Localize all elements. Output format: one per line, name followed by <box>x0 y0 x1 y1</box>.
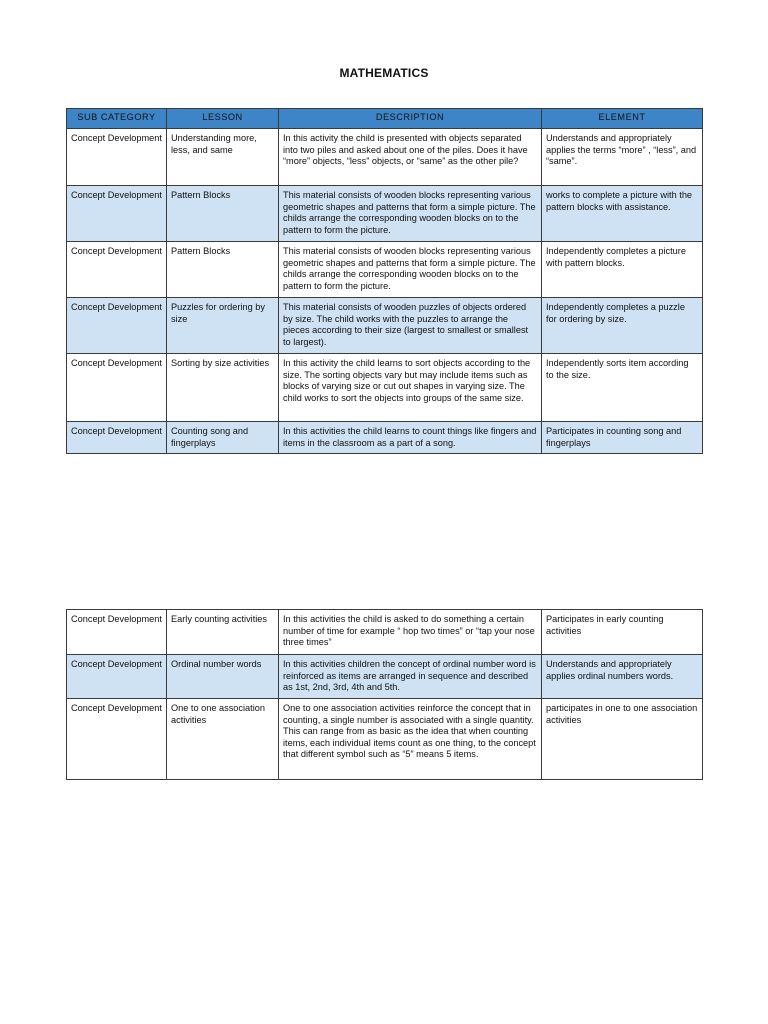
lesson-cell: Pattern Blocks <box>167 242 279 298</box>
description-cell: This material consists of wooden blocks representing various geometric shapes and patterns that form a simple picture. The childs arrange the corresponding wooden blocks on to the pattern to form the picture. <box>279 186 542 242</box>
table-row <box>67 129 703 186</box>
element-cell: Independently sorts item according to the size. <box>542 354 703 422</box>
lesson-cell: One to one association activities <box>167 699 279 780</box>
table-row <box>67 186 703 242</box>
sub-category-cell: Concept Development <box>67 422 167 454</box>
sub-category-cell: Concept Development <box>67 129 167 186</box>
lesson-cell: Puzzles for ordering by size <box>167 298 279 354</box>
lesson-cell: Pattern Blocks <box>167 186 279 242</box>
element-cell: Participates in counting song and fingerplays <box>542 422 703 454</box>
table-row <box>67 354 703 422</box>
lesson-cell: Sorting by size activities <box>167 354 279 422</box>
sub-category-cell: Concept Development <box>67 655 167 699</box>
description-cell: In this activities the child learns to count things like fingers and items in the classroom as a part of a song. <box>279 422 542 454</box>
header-lesson: LESSON <box>167 109 279 129</box>
element-cell: Understands and appropriately applies the terms “more” , “less”, and “same”. <box>542 129 703 186</box>
element-cell: Independently completes a picture with pattern blocks. <box>542 242 703 298</box>
element-cell: Understands and appropriately applies ordinal numbers words. <box>542 655 703 699</box>
element-cell: Participates in early counting activities <box>542 610 703 655</box>
sub-category-cell: Concept Development <box>67 699 167 780</box>
description-cell: In this activities children the concept of ordinal number word is reinforced as items are arranged in sequence and described as 1st, 2nd, 3rd, 4th and 5th. <box>279 655 542 699</box>
sub-category-cell: Concept Development <box>67 298 167 354</box>
table-row <box>67 655 703 699</box>
header-description: DESCRIPTION <box>279 109 542 129</box>
header-sub-category: SUB CATEGORY <box>67 109 167 129</box>
table-row <box>67 699 703 780</box>
table-row <box>67 422 703 454</box>
lesson-cell: Ordinal number words <box>167 655 279 699</box>
lesson-cell: Understanding more, less, and same <box>167 129 279 186</box>
lesson-cell: Early counting activities <box>167 610 279 655</box>
lesson-cell: Counting song and fingerplays <box>167 422 279 454</box>
table-row <box>67 610 703 655</box>
description-cell: This material consists of wooden blocks representing various geometric shapes and patterns that form a simple picture. The childs arrange the corresponding wooden blocks on to the pattern to form the picture. <box>279 242 542 298</box>
table-row <box>67 298 703 354</box>
sub-category-cell: Concept Development <box>67 242 167 298</box>
header-element: ELEMENT <box>542 109 703 129</box>
sub-category-cell: Concept Development <box>67 610 167 655</box>
description-cell: This material consists of wooden puzzles of objects ordered by size. The child works with the puzzles to arrange the pieces according to their size (largest to smallest or smallest to largest). <box>279 298 542 354</box>
mathematics-table-continued <box>66 609 703 780</box>
mathematics-table <box>66 108 703 454</box>
page-title: MATHEMATICS <box>339 66 429 80</box>
sub-category-cell: Concept Development <box>67 186 167 242</box>
description-cell: One to one association activities reinforce the concept that in counting, a single number is associated with a single quantity. This can range from as basic as the idea that when counting items, each individual items count as one thing, to the concept that different symbol such as “5” means 5 items. <box>279 699 542 780</box>
element-cell: participates in one to one association activities <box>542 699 703 780</box>
description-cell: In this activities the child is asked to do something a certain number of time for example “ hop two times” or “tap your nose three times” <box>279 610 542 655</box>
element-cell: Independently completes a puzzle for ordering by size. <box>542 298 703 354</box>
sub-category-cell: Concept Development <box>67 354 167 422</box>
table-row <box>67 242 703 298</box>
description-cell: In this activity the child is presented with objects separated into two piles and asked about one of the piles. Does it have “more” objects, “less” objects, or “same” as the other pile? <box>279 129 542 186</box>
description-cell: In this activity the child learns to sort objects according to the size. The sorting objects vary but may include items such as blocks of varying size or cut out shapes in varying size. The child works to sort the objects into groups of the same size. <box>279 354 542 422</box>
table-header-row <box>67 109 703 129</box>
element-cell: works to complete a picture with the pattern blocks with assistance. <box>542 186 703 242</box>
